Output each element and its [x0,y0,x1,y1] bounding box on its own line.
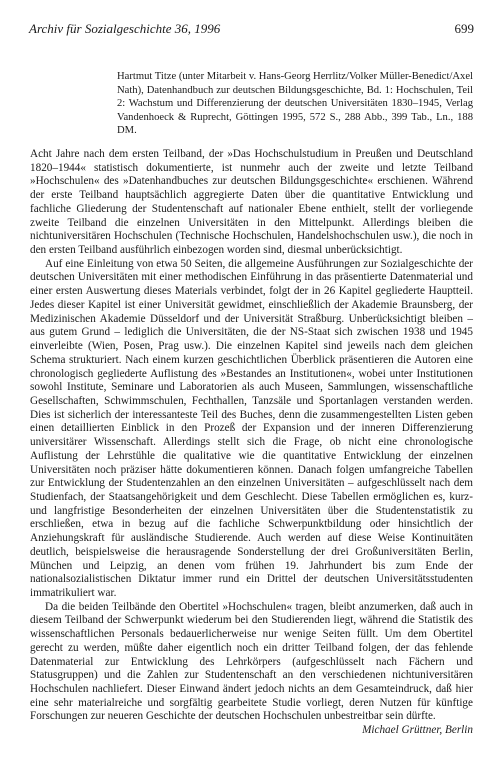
reviewer-signature: Michael Grüttner, Berlin [362,724,473,737]
paragraph: Acht Jahre nach dem ersten Teilband, der »Das Hochschulstudium in Preußen und Deutschland 1820–1944« statistisch dokumentierte, ist nunmehr auch der zweite und letzte Teilband »Hochschulen« des »Datenhandbuches zur deutschen Bildungsgeschichte« erschienen. Während der erste Teilband hauptsächlich aggregierte Daten über die quantitative Entwicklung und fachliche Gliederung der Studentenschaft auf nationaler Ebene enthielt, stellt der vorliegende zweite Teilband die einzelnen Universitäten in den Mittelpunkt. Allerdings bleiben die nichtuniversitären Hochschulen (Technische Hochschulen, Handelshochschulen usw.), die noch in den ersten Teilband ausführlich einbezogen worden sind, diesmal unberücksichtigt. [30,148,473,257]
review-body [30,148,473,738]
paragraph-text: Da die beiden Teilbände den Obertitel »Hochschulen« tragen, bleibt anzumerken, daß auch in diesem Teilband der Schwerpunkt wiederum bei den Studierenden liegt, während die Statistik des wissenschaftlichen Personals bedauerlicherweise nur wenige Seiten füllt. Um dem Obertitel gerecht zu werden, müßte daher eigentlich noch ein dritter Teilband folgen, der das fehlende Datenmaterial zur Entwicklung des Lehrkörpers (aufgeschlüsselt nach Fächern und Statusgruppen) und die Zahlen zur Studentenschaft an den verschiedenen nichtuniversitären Hochschulen nachliefert. Dieser Einwand ändert jedoch nichts an dem Gesamteindruck, daß hier eine sehr materialreiche und sorgfältig gearbeitete Studie vorliegt, deren Nutzen für künftige Forschungen zur neueren Geschichte der deutschen Hochschulen unbestreitbar sein dürfte. [30,600,473,723]
paragraph [30,600,473,737]
book-citation: Hartmut Titze (unter Mitarbeit v. Hans-Georg Herrlitz/Volker Müller-Benedict/Axel Nath), Datenhandbuch zur deutschen Bildungsgeschichte, Bd. 1: Hochschulen, Teil 2: Wachstum und Differenzierung der deutschen Universitäten 1830–1945, Verlag Vandenhoeck & Ruprecht, Göttingen 1995, 572 S., 288 Abb., 399 Tab., Ln., 188 DM. [117,71,473,137]
journal-title: Archiv für Sozialgeschichte 36, 1996 [29,21,221,36]
running-head [29,21,474,37]
paragraph: Auf eine Einleitung von etwa 50 Seiten, die allgemeine Ausführungen zur Sozialgeschichte der deutschen Universitäten mit einer methodischen Einführung in das präsentierte Datenmaterial und einer ersten Auswertung dieses Materials verbindet, folgt der in 26 Kapitel gegliederte Hauptteil. Jedes dieser Kapitel ist einer Universität gewidmet, einschließlich der Akademie Braunsberg, der Medizinischen Akademie Düsseldorf und der Universität Straßburg. Unberücksichtigt bleiben – aus gutem Grund – lediglich die Universitäten, die der NS-Staat sich zwischen 1938 und 1945 einverleibte (Wien, Posen, Prag usw.). Die einzelnen Kapitel sind jeweils nach dem gleichen Schema strukturiert. Nach einem kurzen geschichtlichen Überblick präsentieren die Autoren eine chronologisch gegliederte Auflistung des »Bestandes an Institutionen«, wobei unter Institutionen sowohl Institute, Seminare und Laboratorien als auch Museen, Sammlungen, wissenschaftliche Gesellschaften, Schwimmschulen, Fechthallen, Tanzsäle und Sportanlagen verstanden werden. Dies ist sicherlich der interessanteste Teil des Buches, denn die zusammengestellten Listen geben einen detaillierten Einblick in den Prozeß der Expansion und der inneren Differenzierung universitärer Wissenschaft. Allerdings stellt sich die Frage, ob nicht eine chronologische Auflistung der Lehrstühle die qualitative wie die quantitative Entwicklung der einzelnen Universitäten noch präziser hätte dokumentieren können. Danach folgen umfangreiche Tabellen zur Entwicklung der Studentenzahlen an den einzelnen Universitäten – aufgeschlüsselt nach dem Studienfach, der Staatsangehörigkeit und dem Geschlecht. Diese Tabellen ermöglichen es, kurz- und langfristige Besonderheiten der einzelnen Universitäten über die Studentenstatistik zu erschließen, etwa in bezug auf die fachliche Schwerpunktbildung oder hinsichtlich der Anziehungskraft für ausländische Studierende. Auch werden auf diese Weise Kontinuitäten deutlich, beispielsweise die herausragende Sonderstellung der drei Großuniversitäten Berlin, München und Leipzig, an denen vom frühen 19. Jahrhundert bis zum Ende der nationalsozialistischen Diktatur immer rund ein Drittel der deutschen Universitätsstudenten immatrikuliert war. [30,257,473,599]
page-number: 699 [454,21,474,36]
